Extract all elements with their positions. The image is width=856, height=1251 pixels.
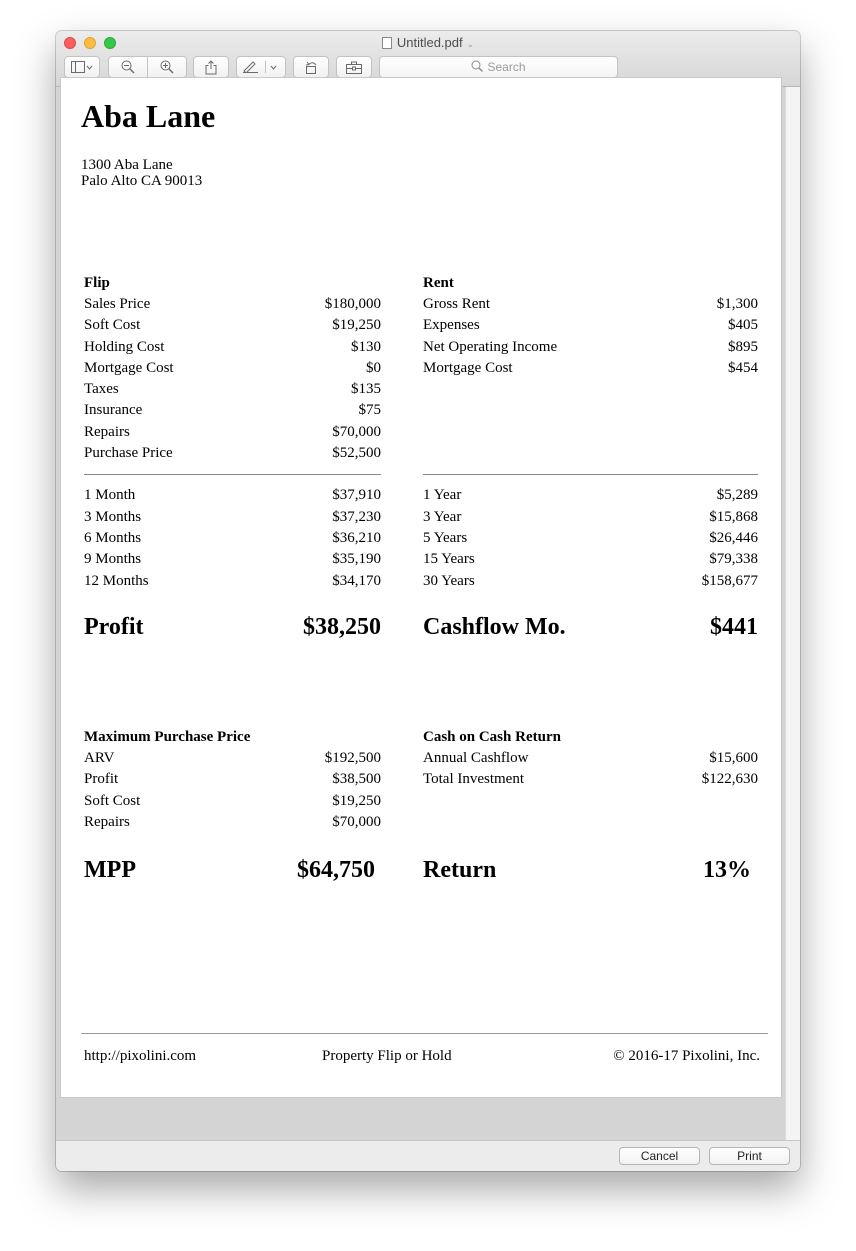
profit-total: [84, 614, 381, 641]
table-row: [84, 528, 381, 549]
rent-heading: Rent: [423, 275, 454, 291]
coc-heading: Cash on Cash Return: [423, 729, 561, 745]
table-row: [423, 294, 758, 315]
table-row: [84, 358, 381, 379]
divider: [84, 474, 381, 475]
cash-on-cash-section: [423, 727, 758, 884]
table-row: [84, 571, 381, 592]
row-value: $15,868: [709, 508, 758, 525]
total-label: Return: [423, 857, 497, 884]
row-label: 1 Month: [84, 487, 136, 504]
row-label: Profit: [84, 771, 119, 788]
share-icon: [205, 60, 217, 75]
table-row: [84, 549, 381, 570]
table-row: [84, 791, 381, 812]
row-value: $192,500: [324, 750, 381, 766]
table-row: [84, 443, 381, 464]
table-row: [423, 549, 758, 570]
zoom-in-icon: [160, 60, 174, 74]
chevron-down-icon: ⌄: [466, 39, 475, 49]
table-row: [84, 315, 381, 336]
footer-title: Property Flip or Hold: [322, 1048, 452, 1064]
row-label: Total Investment: [423, 771, 525, 788]
row-label: 6 Months: [84, 529, 142, 546]
row-value: $35,190: [332, 551, 381, 568]
row-label: 15 Years: [423, 551, 475, 568]
table-row: [84, 485, 381, 506]
window-title-text: Untitled.pdf: [396, 35, 463, 50]
total-value: $64,750: [297, 857, 375, 884]
search-placeholder: Search: [487, 60, 526, 74]
row-value: $405: [728, 317, 758, 334]
table-row: [84, 400, 381, 421]
footer-divider: [81, 1033, 768, 1034]
print-button[interactable]: Print: [709, 1147, 790, 1165]
table-row: [423, 315, 758, 336]
total-value: $38,250: [303, 613, 381, 640]
row-label: Soft Cost: [84, 317, 141, 334]
row-value: $122,630: [701, 771, 758, 788]
row-value: $70,000: [332, 423, 381, 440]
return-total: [423, 857, 751, 884]
row-label: Annual Cashflow: [423, 750, 529, 766]
share-button[interactable]: [193, 56, 229, 78]
row-label: Mortgage Cost: [423, 359, 513, 376]
row-label: 3 Year: [423, 508, 462, 525]
row-label: 30 Years: [423, 572, 475, 589]
markup-button[interactable]: [236, 56, 286, 78]
sidebar-toggle-button[interactable]: [64, 56, 100, 78]
row-label: Mortgage Cost: [84, 359, 174, 376]
table-row: [423, 358, 758, 379]
total-value: $441: [710, 613, 758, 640]
row-value: $36,210: [332, 529, 381, 546]
row-value: $34,170: [332, 572, 381, 589]
rotate-icon: [304, 60, 319, 75]
total-label: MPP: [84, 857, 136, 884]
flip-heading: Flip: [84, 275, 110, 291]
footer-url: http://pixolini.com: [84, 1048, 197, 1064]
row-value: $19,250: [332, 792, 381, 809]
table-row: [423, 769, 758, 790]
row-value: $130: [351, 338, 381, 355]
row-value: $38,500: [332, 771, 381, 788]
total-value: 13%: [703, 857, 751, 884]
print-preview-window: [56, 31, 800, 1171]
property-address: [81, 157, 202, 189]
row-label: 12 Months: [84, 572, 149, 589]
row-label: Sales Price: [84, 296, 151, 312]
table-row: [84, 769, 381, 790]
row-label: Taxes: [84, 381, 119, 398]
toolbox-button[interactable]: [336, 56, 372, 78]
pdf-document-icon: [382, 37, 392, 49]
table-row: [84, 337, 381, 358]
window-title[interactable]: [56, 35, 800, 50]
row-value: $135: [351, 381, 381, 398]
row-value: $75: [358, 402, 381, 419]
row-value: $79,338: [709, 551, 758, 568]
zoom-in-button[interactable]: [147, 56, 187, 78]
row-value: $70,000: [332, 813, 381, 830]
row-label: 5 Years: [423, 529, 468, 546]
rent-section: [423, 273, 758, 641]
row-label: Purchase Price: [84, 445, 173, 462]
address-line-1: 1300 Aba Lane: [81, 157, 173, 173]
mpp-heading: Maximum Purchase Price: [84, 729, 251, 745]
zoom-out-icon: [121, 60, 135, 74]
cancel-button[interactable]: Cancel: [619, 1147, 700, 1165]
max-purchase-price-section: [84, 727, 381, 884]
zoom-out-button[interactable]: [108, 56, 148, 78]
total-label: Cashflow Mo.: [423, 613, 566, 640]
row-value: $19,250: [332, 317, 381, 334]
row-value: $158,677: [701, 572, 758, 589]
table-row: [423, 485, 758, 506]
mpp-total: [84, 857, 375, 884]
row-value: $454: [728, 359, 758, 376]
table-row: [423, 528, 758, 549]
table-row: [84, 379, 381, 400]
sidebar-icon: [71, 61, 93, 73]
table-row: [423, 337, 758, 358]
row-value: $15,600: [709, 750, 758, 766]
search-icon: [471, 60, 483, 75]
row-label: Soft Cost: [84, 792, 141, 809]
divider: [423, 474, 758, 475]
table-row: [423, 571, 758, 592]
row-value: $0: [366, 359, 381, 376]
row-value: $26,446: [709, 529, 758, 546]
cashflow-total: [423, 614, 758, 641]
row-label: Expenses: [423, 317, 480, 334]
row-label: 9 Months: [84, 551, 142, 568]
markup-pen-icon: [242, 61, 280, 73]
row-value: $37,230: [332, 508, 381, 525]
table-row: [84, 748, 381, 769]
row-value: $37,910: [332, 487, 381, 504]
flip-section: [84, 273, 381, 641]
row-label: ARV: [84, 750, 115, 766]
row-value: $895: [728, 338, 758, 355]
row-value: $52,500: [332, 445, 381, 462]
vertical-scrollbar[interactable]: [785, 87, 800, 1140]
footer-copyright: © 2016-17 Pixolini, Inc.: [613, 1048, 760, 1064]
row-value: $1,300: [716, 296, 758, 312]
address-line-2: Palo Alto CA 90013: [81, 173, 203, 189]
table-row: [84, 812, 381, 833]
rotate-button[interactable]: [293, 56, 329, 78]
row-label: Repairs: [84, 423, 130, 440]
total-label: Profit: [84, 613, 144, 640]
table-row: [84, 422, 381, 443]
table-row: [84, 294, 381, 315]
table-row: [84, 507, 381, 528]
row-label: Holding Cost: [84, 338, 165, 355]
table-row: [423, 507, 758, 528]
toolbox-icon: [346, 61, 362, 74]
row-value: $180,000: [324, 296, 381, 312]
row-label: Repairs: [84, 813, 130, 830]
page-title: Aba Lane: [81, 98, 216, 134]
row-label: Gross Rent: [423, 296, 491, 312]
row-label: Net Operating Income: [423, 338, 558, 355]
table-row: [423, 748, 758, 769]
print-button-bar: [56, 1140, 800, 1171]
pdf-page: [61, 78, 781, 1097]
search-field[interactable]: [379, 56, 618, 78]
row-label: 1 Year: [423, 487, 462, 504]
row-label: Insurance: [84, 402, 143, 419]
row-label: 3 Months: [84, 508, 142, 525]
row-value: $5,289: [716, 487, 758, 504]
